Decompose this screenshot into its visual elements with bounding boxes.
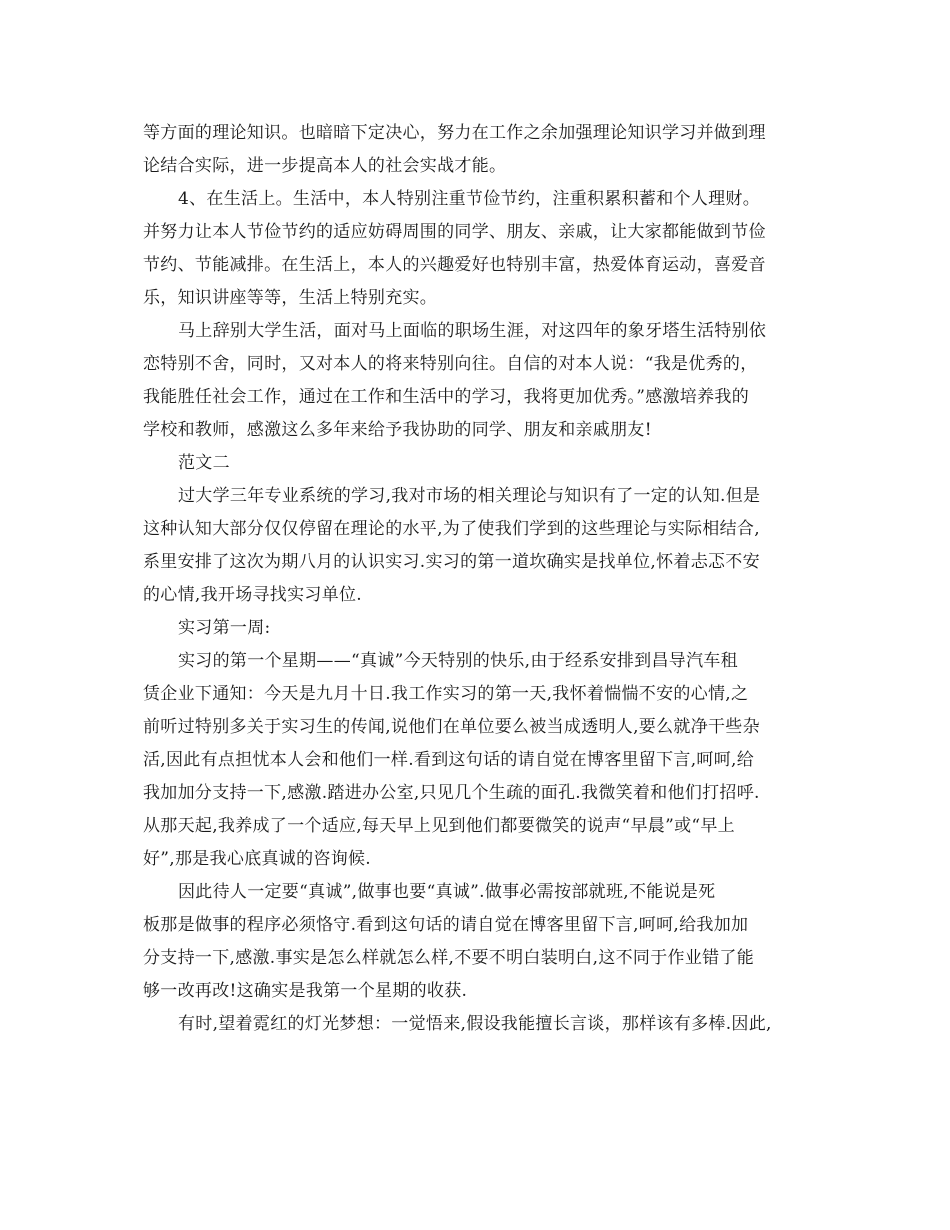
document-body: [143, 117, 817, 1041]
text-line: 前听过特别多关于实习生的传闻,说他们在单位要么被当成透明人,要么就净干些杂: [143, 717, 760, 737]
text-line: 实习的第一个星期——“真诚”今天特别的快乐,由于经系安排到昌导汽车租: [178, 651, 738, 671]
text-line: 好”,那是我心底真诚的咨询候.: [143, 849, 371, 869]
text-line: 我加加分支持一下,感激.踏进办公室,只见几个生疏的面孔.我微笑着和他们打招呼.: [143, 783, 760, 803]
text-line: 等方面的理论知识。也暗暗下定决心，努力在工作之余加强理论知识学习并做到理: [143, 123, 766, 143]
text-line: 赁企业下通知：今天是九月十日.我工作实习的第一天,我怀着惴惴不安的心情,之: [143, 684, 749, 704]
text-line: 论结合实际，进一步提高本人的社会实战才能。: [143, 156, 507, 176]
text-line: 乐，知识讲座等等，生活上特别充实。: [143, 288, 438, 308]
text-line: 过大学三年专业系统的学习,我对市场的相关理论与知识有了一定的认知.但是: [178, 486, 761, 506]
text-line: 分支持一下,感激.事实是怎么样就怎么样,不要不明白装明白,这不同于作业错了能: [143, 948, 755, 968]
text-line: 系里安排了这次为期八月的认识实习.实习的第一道坎确实是找单位,怀着忐忑不安: [143, 552, 760, 572]
text-line: 并努力让本人节俭节约的适应妨碍周围的同学、朋友、亲戚，让大家都能做到节俭: [143, 222, 766, 242]
text-line: 够一改再改!这确实是我第一个星期的收获.: [143, 981, 468, 1001]
text-line: 我能胜任社会工作，通过在工作和生活中的学习，我将更加优秀。”感激培养我的: [143, 387, 749, 407]
text-line: 因此待人一定要“真诚”,做事也要“真诚”.做事必需按部就班,不能说是死: [178, 882, 716, 902]
text-line: 有时,望着霓红的灯光梦想：一觉悟来,假设我能擅长言谈，那样该有多棒.因此,: [178, 1014, 772, 1034]
text-line: 活,因此有点担忧本人会和他们一样.看到这句话的请自觉在博客里留下言,呵呵,给: [143, 750, 755, 770]
text-line: 节约、节能减排。在生活上，本人的兴趣爱好也特别丰富，热爱体育运动，喜爱音: [143, 255, 766, 275]
text-line: 从那天起,我养成了一个适应,每天早上见到他们都要微笑的说声“早晨”或“早上: [143, 816, 735, 836]
text-line: 马上辞别大学生活，面对马上面临的职场生涯，对这四年的象牙塔生活特别依: [178, 321, 767, 341]
text-line: 学校和教师，感激这么多年来给予我协助的同学、朋友和亲戚朋友!: [143, 420, 652, 440]
text-line: 的心情,我开场寻找实习单位.: [143, 585, 363, 605]
subsection-heading: 实习第一周:: [178, 618, 271, 638]
text-line: 板那是做事的程序必须恪守.看到这句话的请自觉在博客里留下言,呵呵,给我加加: [143, 915, 749, 935]
text-line: 这种认知大部分仅仅停留在理论的水平,为了使我们学到的这些理论与实际相结合,: [143, 519, 760, 539]
text-line: 4、在生活上。生活中，本人特别注重节俭节约，注重积累积蓄和个人理财。: [178, 189, 761, 209]
text-line: 恋特别不舍，同时，又对本人的将来特别向往。自信的对本人说：“我是优秀的，: [143, 354, 758, 374]
section-heading: 范文二: [178, 453, 230, 473]
